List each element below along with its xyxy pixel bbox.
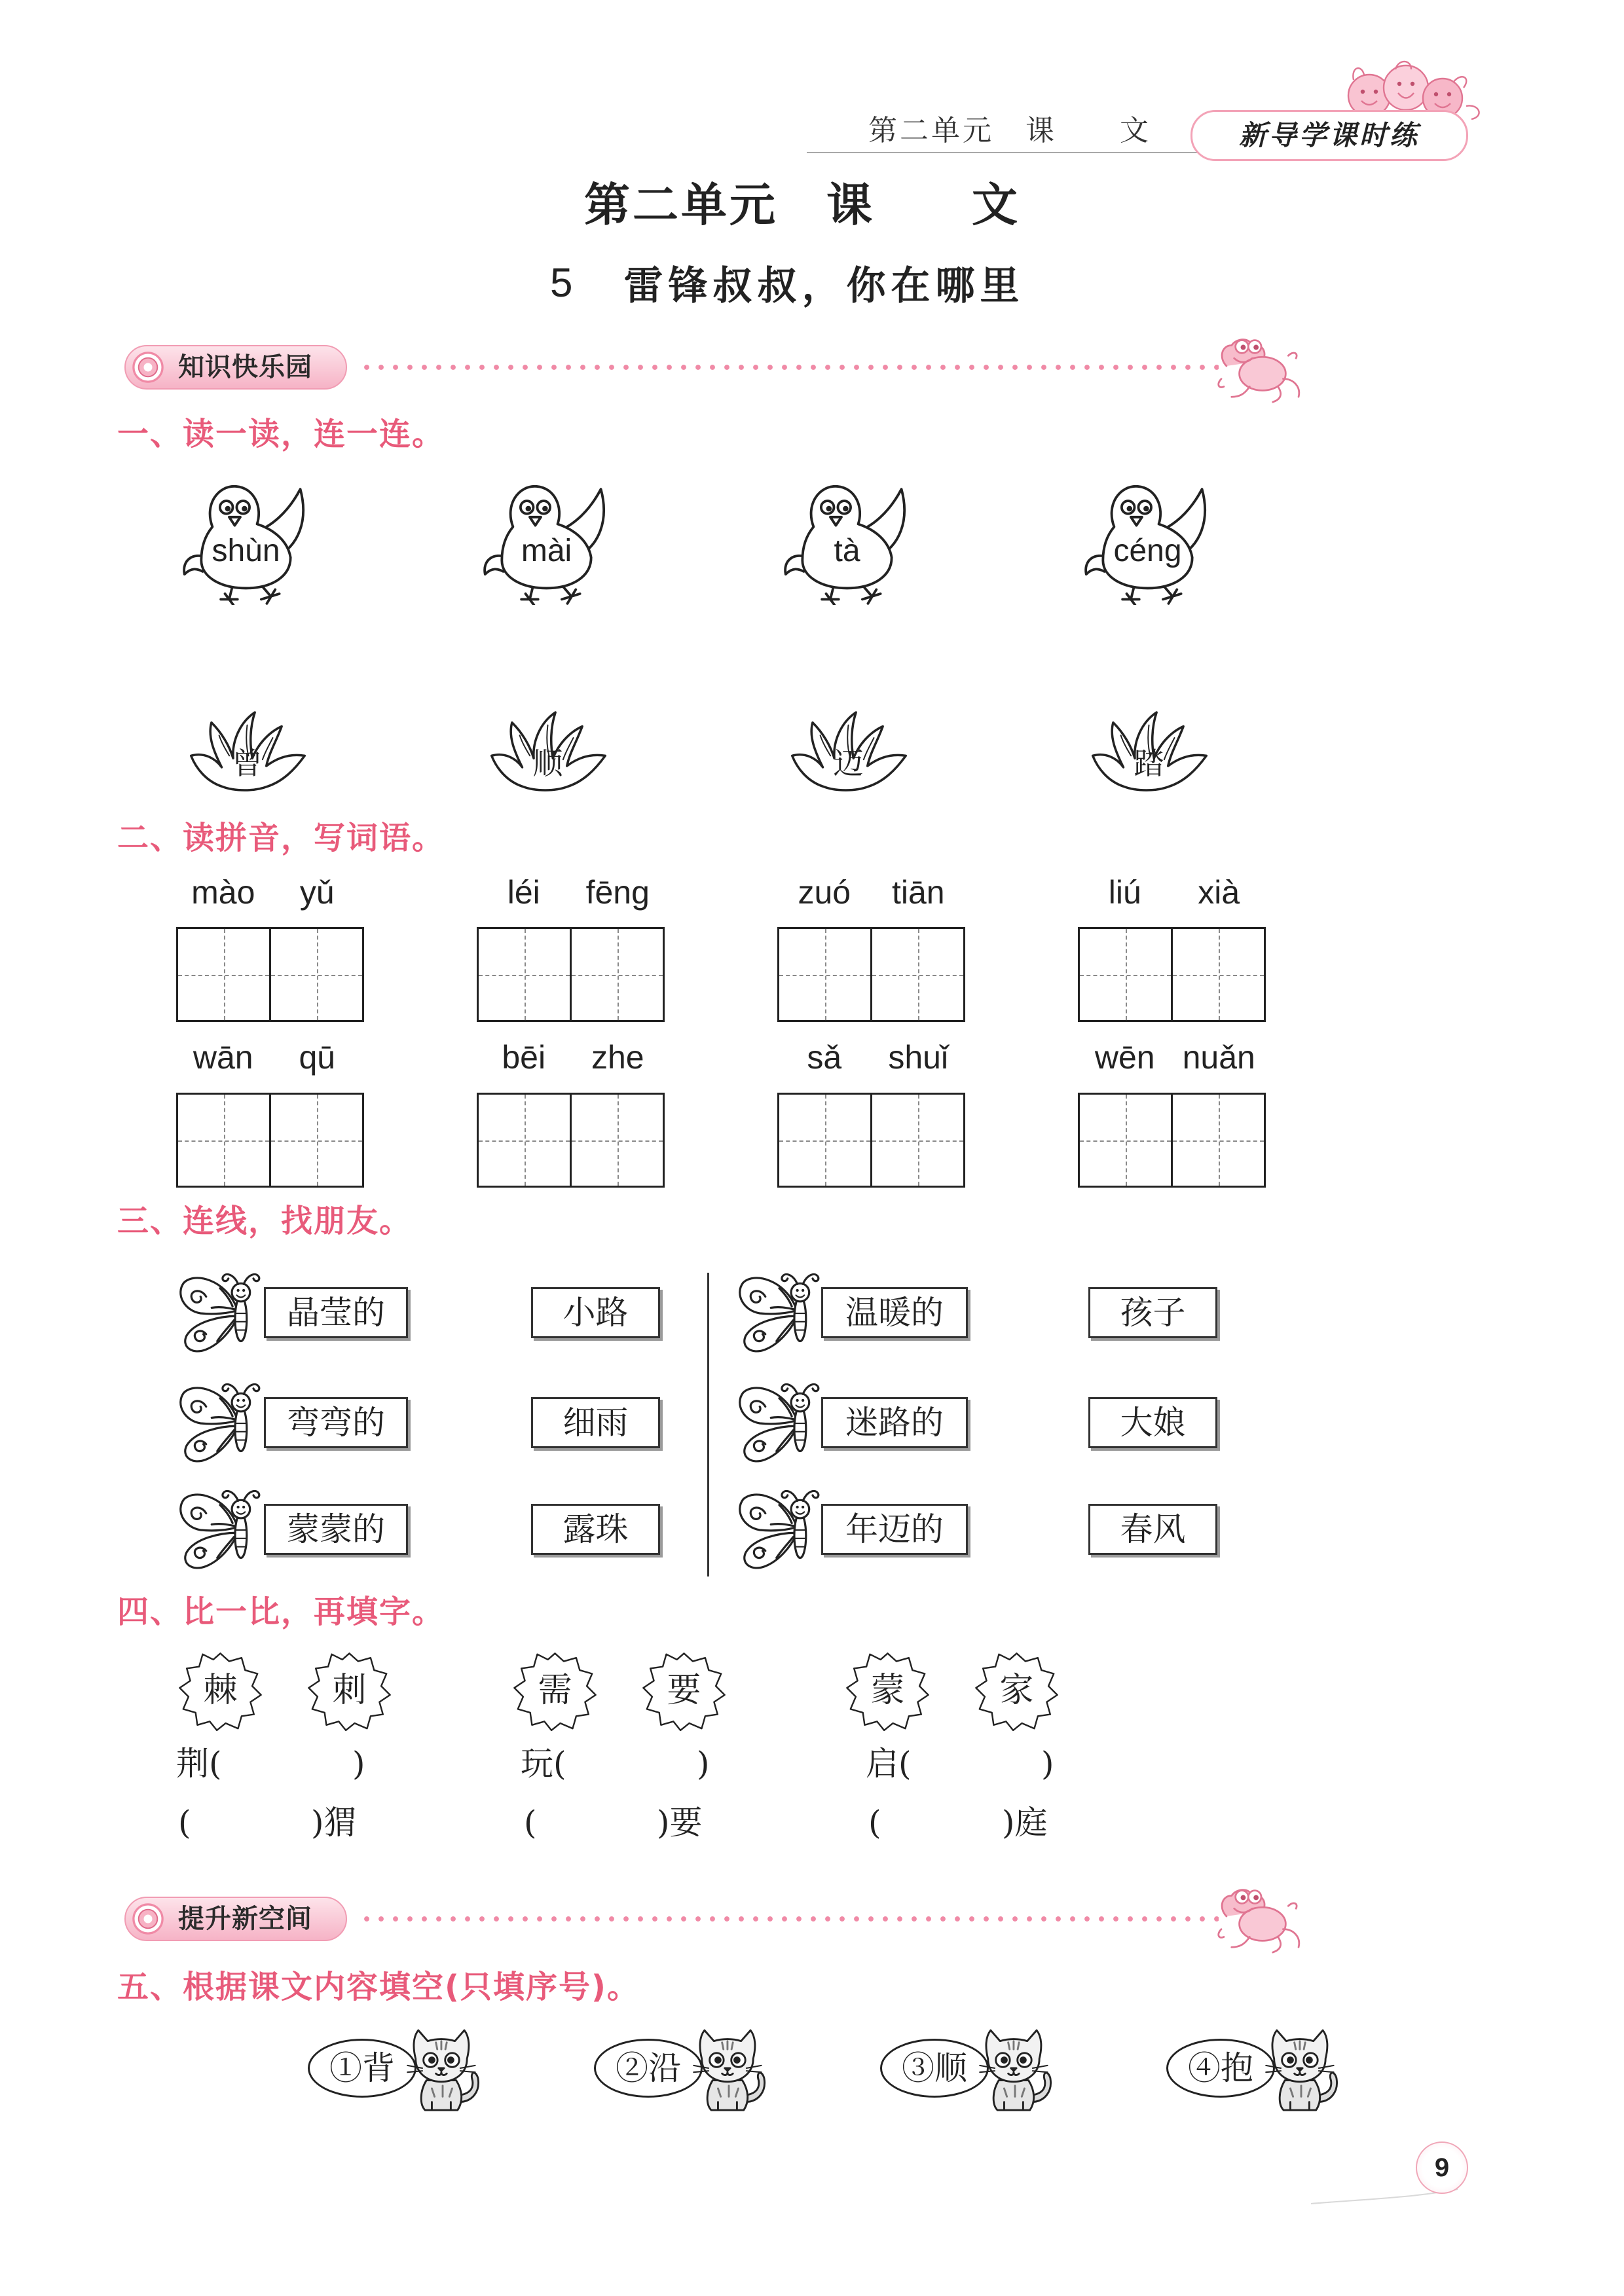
- dotted-divider: [360, 364, 1219, 371]
- dotted-divider: [360, 1916, 1219, 1922]
- grid-cell: [1080, 1095, 1171, 1186]
- pinyin-syllable: bēi: [502, 1039, 546, 1076]
- option-oval: ①背: [308, 2039, 416, 2098]
- plant-card: [784, 707, 912, 797]
- pinyin-pair: [477, 873, 665, 912]
- fill-blank-open: (: [524, 1804, 537, 1842]
- fill-blank-open: 启(: [866, 1745, 912, 1783]
- grid-cell: [479, 929, 570, 1020]
- fill-blank-close: )庭: [1002, 1804, 1048, 1842]
- writing-grid: [477, 927, 665, 1022]
- word-box-adjective: 蒙蒙的: [264, 1504, 408, 1555]
- grid-cell: [178, 929, 269, 1020]
- grid-cell: [870, 1095, 963, 1186]
- word-box-noun: 小路: [531, 1287, 660, 1338]
- star-character: 棘: [203, 1671, 238, 1710]
- star-character: 刺: [332, 1671, 367, 1710]
- pinyin-syllable: nuǎn: [1182, 1039, 1255, 1076]
- bird-card: [1078, 477, 1217, 605]
- star-character: 蒙: [870, 1671, 905, 1710]
- pinyin-syllable: zuó: [798, 874, 851, 911]
- star-card: [972, 1650, 1061, 1732]
- word-box-noun: 大娘: [1088, 1397, 1217, 1448]
- header-unit-label: 第二单元 课 文: [868, 114, 1151, 147]
- option-oval: ②沿: [594, 2039, 703, 2098]
- bird-pinyin: céng: [1113, 534, 1182, 568]
- word-box-noun: 春风: [1088, 1504, 1217, 1555]
- bird-card: [477, 477, 616, 605]
- pinyin-syllable: fēng: [585, 874, 650, 911]
- pinyin-pair: [1078, 1038, 1266, 1077]
- writing-grid: [777, 1093, 965, 1188]
- series-badge: 新导学课时练: [1190, 110, 1468, 161]
- fill-blank-close: )猬: [311, 1804, 357, 1842]
- page-number: 9: [1416, 2141, 1468, 2194]
- grid-cell: [1171, 929, 1264, 1020]
- writing-grid: [1078, 1093, 1266, 1188]
- grid-cell: [178, 1095, 269, 1186]
- star-character: 家: [999, 1671, 1034, 1710]
- cat-icon: [402, 2023, 483, 2113]
- fill-blank-open: (: [868, 1804, 881, 1842]
- word-box-adjective: 温暖的: [821, 1287, 968, 1338]
- pinyin-syllable: qū: [299, 1039, 336, 1076]
- bird-pinyin: shùn: [212, 534, 280, 568]
- question-5-heading: 五、根据课文内容填空(只填序号)。: [117, 1969, 640, 2005]
- butterfly-icon: [175, 1269, 265, 1358]
- banner-circle-icon: [131, 350, 165, 384]
- fill-blank-open: (: [178, 1804, 191, 1842]
- cat-icon: [688, 2023, 769, 2113]
- bird-pinyin: mài: [521, 534, 572, 568]
- fill-blank-open: 荆(: [176, 1745, 222, 1783]
- pinyin-syllable: liú: [1108, 874, 1141, 911]
- question-4-heading: 四、比一比，再填字。: [117, 1594, 445, 1630]
- banner-circle-icon: [131, 1902, 165, 1936]
- grid-cell: [1080, 929, 1171, 1020]
- pinyin-syllable: zhe: [591, 1039, 644, 1076]
- butterfly-icon: [735, 1269, 824, 1358]
- pinyin-syllable: mào: [191, 874, 255, 911]
- word-box-noun: 孩子: [1088, 1287, 1217, 1338]
- fill-blank-open: 玩(: [521, 1745, 566, 1783]
- star-card: [176, 1650, 265, 1732]
- pinyin-pair: [777, 873, 965, 912]
- pinyin-pair: [176, 1038, 364, 1077]
- grid-cell: [779, 929, 870, 1020]
- lesson-title: [550, 257, 1024, 309]
- word-box-noun: 细雨: [531, 1397, 660, 1448]
- question-2-heading: 二、读拼音，写词语。: [117, 820, 445, 856]
- grid-cell: [269, 929, 362, 1020]
- star-character: 要: [667, 1671, 701, 1710]
- grid-cell: [779, 1095, 870, 1186]
- star-card: [511, 1650, 599, 1732]
- pinyin-pair: [777, 1038, 965, 1077]
- butterfly-icon: [175, 1485, 265, 1575]
- fill-blank-close: ): [697, 1745, 710, 1783]
- writing-grid: [176, 927, 364, 1022]
- grid-cell: [570, 929, 663, 1020]
- cat-icon: [1261, 2023, 1342, 2113]
- grid-cell: [479, 1095, 570, 1186]
- butterfly-icon: [735, 1485, 824, 1575]
- plant-character: 迈: [833, 746, 864, 781]
- word-box-adjective: 迷路的: [821, 1397, 968, 1448]
- grid-cell: [570, 1095, 663, 1186]
- star-character: 需: [538, 1671, 572, 1710]
- pinyin-pair: [477, 1038, 665, 1077]
- butterfly-icon: [175, 1379, 265, 1468]
- pinyin-syllable: yǔ: [299, 874, 335, 911]
- pinyin-syllable: shuǐ: [888, 1039, 949, 1076]
- question-1-heading: 一、读一读，连一连。: [117, 416, 445, 452]
- word-box-adjective: 晶莹的: [264, 1287, 408, 1338]
- column-divider: [707, 1273, 709, 1576]
- fill-blank-close: )要: [657, 1804, 703, 1842]
- word-box-noun: 露珠: [531, 1504, 660, 1555]
- plant-card: [1085, 707, 1213, 797]
- plant-character: 顺: [532, 746, 563, 781]
- bird-card: [176, 477, 316, 605]
- pinyin-syllable: tiān: [891, 874, 945, 911]
- butterfly-icon: [735, 1379, 824, 1468]
- star-card: [305, 1650, 394, 1732]
- plant-card: [183, 707, 311, 797]
- bird-card: [777, 477, 917, 605]
- question-3-heading: 三、连线，找朋友。: [117, 1203, 413, 1239]
- word-box-adjective: 弯弯的: [264, 1397, 408, 1448]
- fill-blank-close: ): [1041, 1745, 1054, 1783]
- pinyin-syllable: xià: [1198, 874, 1240, 911]
- pinyin-syllable: wēn: [1094, 1039, 1155, 1076]
- grid-cell: [269, 1095, 362, 1186]
- writing-grid: [777, 927, 965, 1022]
- pinyin-syllable: léi: [507, 874, 540, 911]
- writing-grid: [477, 1093, 665, 1188]
- page-title: 第二单元 课 文: [584, 178, 1020, 232]
- star-card: [640, 1650, 728, 1732]
- grid-cell: [870, 929, 963, 1020]
- pinyin-syllable: wān: [193, 1039, 253, 1076]
- pinyin-syllable: sǎ: [807, 1039, 842, 1076]
- lesson-number: 5: [550, 260, 573, 306]
- plant-character: 曾: [232, 746, 263, 781]
- grid-cell: [1171, 1095, 1264, 1186]
- bird-pinyin: tà: [834, 534, 860, 568]
- header-rule: [807, 152, 1200, 153]
- section-title-knowledge: 知识快乐园: [178, 352, 312, 382]
- pinyin-pair: [176, 873, 364, 912]
- plant-character: 踏: [1134, 746, 1164, 781]
- lesson-title-text: 雷锋叔叔，你在哪里: [623, 263, 1025, 309]
- pinyin-pair: [1078, 873, 1266, 912]
- cat-icon: [974, 2023, 1056, 2113]
- star-card: [843, 1650, 932, 1732]
- plant-card: [484, 707, 612, 797]
- word-box-adjective: 年迈的: [821, 1504, 968, 1555]
- writing-grid: [1078, 927, 1266, 1022]
- frog-icon: [1215, 1878, 1307, 1955]
- option-oval: ④抱: [1166, 2039, 1275, 2098]
- section-title-extension: 提升新空间: [178, 1904, 312, 1934]
- option-oval: ③顺: [880, 2039, 989, 2098]
- frog-icon: [1215, 327, 1307, 405]
- fill-blank-close: ): [352, 1745, 365, 1783]
- writing-grid: [176, 1093, 364, 1188]
